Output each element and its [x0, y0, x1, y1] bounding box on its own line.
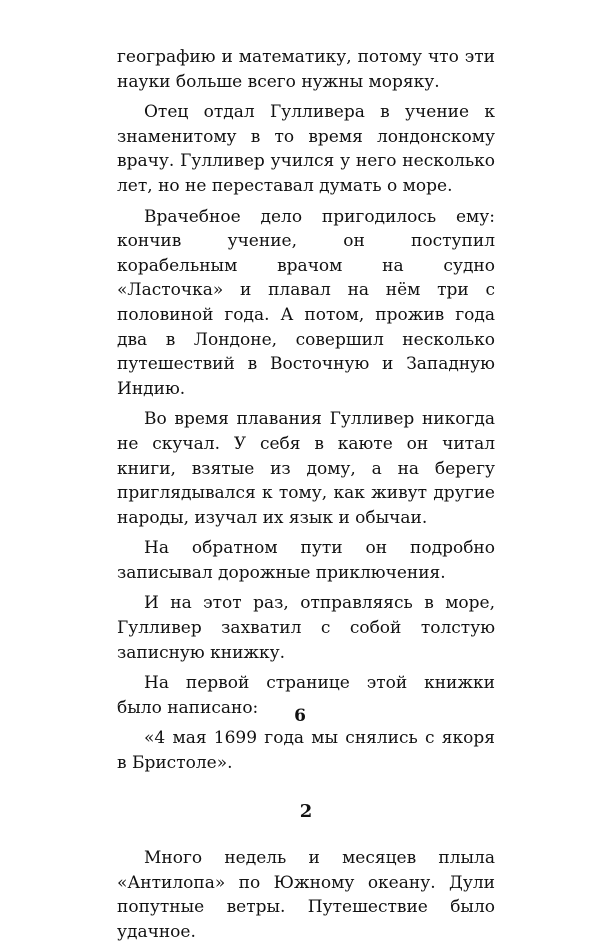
paragraph-2: Отец отдал Гулливера в учение к знаменитому в то время лондонскому врачу. Гулливер учился у него несколько лет, но не переставал думать о море. [117, 102, 495, 196]
book-page [117, 45, 495, 951]
paragraph-5: На обратном пути он подробно записывал дорожные приключения. [117, 538, 495, 583]
chapter-heading: 2 [299, 800, 313, 822]
page-number: 6 [294, 706, 306, 726]
chapter-paragraph-1: Много недель и месяцев плыла «Антилопа» по Южному океану. Дули попутные ветры. Путешествие было удачное. [117, 848, 495, 942]
paragraph-8: «4 мая 1699 года мы снялись с якоря в Бристоле». [117, 728, 495, 774]
paragraph-1: географию и математику, потому что эти науки больше всего нужны моряку. [117, 47, 495, 92]
paragraph-4: Во время плавания Гулливер никогда не скучал. У себя в каюте он читал книги, взятые из дому, а на берегу приглядывался к тому, как живут другие народы, изучал их язык и обычаи. [117, 409, 495, 528]
paragraph-3: Врачебное дело пригодилось ему: кончив учение, он поступил корабельным врачом на судно «Ласточка» и плавал на нём три с половиной года. А потом, прожив года два в Лондоне, совершил несколько путешествий в Восточную и Западную Индию. [117, 206, 495, 399]
paragraph-6: И на этот раз, отправляясь в море, Гулливер захватил с собой толстую записную книжку. [117, 593, 495, 663]
paragraph-7: На первой странице этой книжки было написано: [117, 673, 495, 718]
